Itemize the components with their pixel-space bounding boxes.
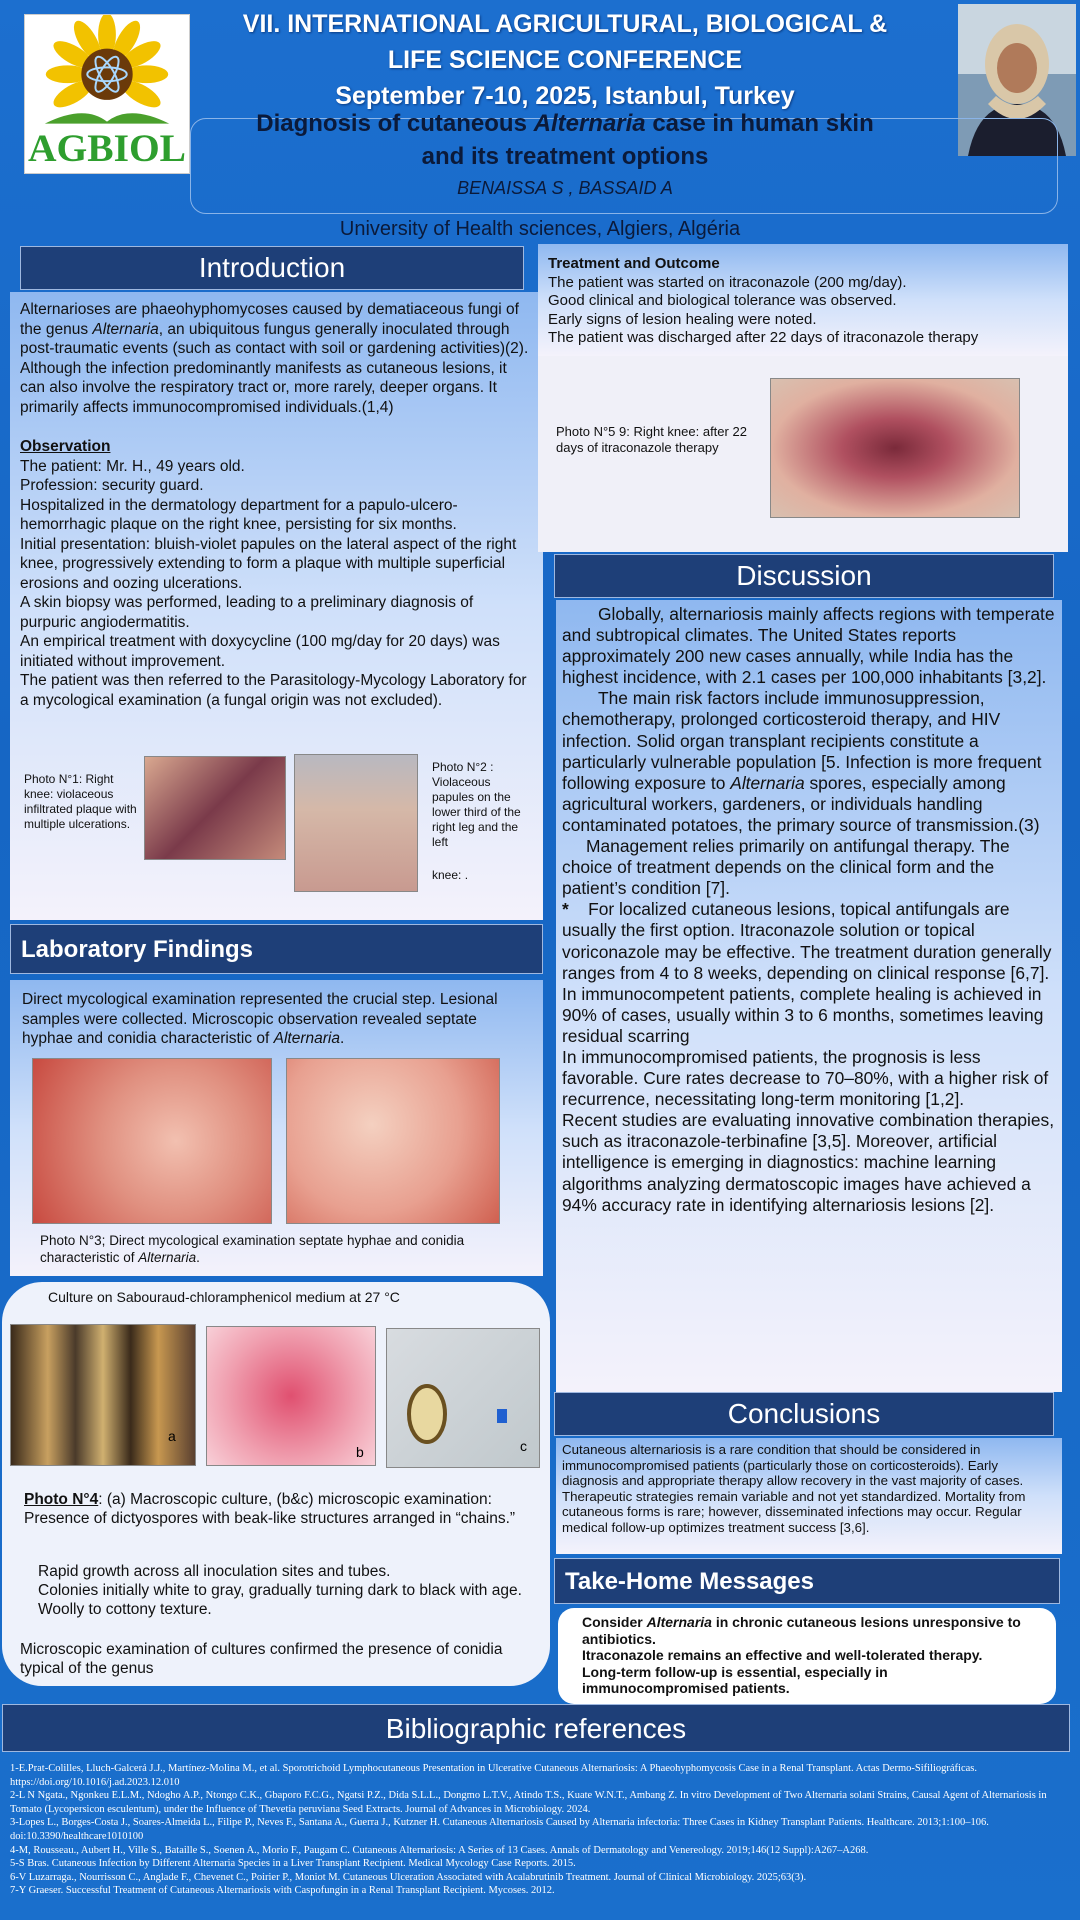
photo4c-microscopy <box>386 1328 540 1468</box>
photo2-caption: Photo N°2 : Violaceous papules on the lower third of the right leg and the left <box>432 760 521 849</box>
photo2-legs <box>294 754 418 892</box>
photo4a-culture-tubes <box>10 1324 196 1466</box>
takehome-message-3: Long-term follow-up is essential, especially in immunocompromised patients. <box>582 1663 888 1696</box>
label-b: b <box>356 1444 364 1460</box>
text: For localized cutaneous lesions, topical antifungals are usually the first option. Itraconazole solution or topical voriconazole may be effective. The treatment duration generally ranges from 4 to 8 weeks, depending on clinical response [6,7]. <box>562 899 1052 983</box>
lab-heading: Laboratory Findings <box>10 924 543 974</box>
genus: Alternaria <box>646 1614 712 1630</box>
photo1-knee-plaque <box>144 756 286 860</box>
reference-item: 4-M, Rousseau., Aubert H., Ville S., Bataille S., Soenen A., Morio F., Paugam C. Cutaneous Alternariosis: A Series of 13 Cases. Annals of Dermatology and Venereology. 2019;146(12 Suppl):A267–A268. <box>10 1844 869 1856</box>
culture-bullets <box>38 1562 538 1619</box>
culture-bullet: Woolly to cottony texture. <box>38 1601 212 1618</box>
observation-title: Observation <box>20 438 111 455</box>
observation-lines <box>20 457 533 711</box>
text: : (a) Macroscopic culture, (b&c) microscopic examination: Presence of dictyospores with beak-like structures arranged in “chains.” <box>24 1491 516 1527</box>
text: The main risk factors include immunosuppression, chemotherapy, prolonged corticosteroid therapy, and HIV infection. Solid organ transplant recipients constitute a particularly vulnerable population [5. Infection is more frequent following exposure to <box>562 688 1042 793</box>
discussion-heading: Discussion <box>554 554 1054 598</box>
discussion-p6: In immunocompromised patients, the prognosis is less favorable. Cure rates decrease to 70–80%, with a higher risk of recurrence, necessitating long-term monitoring [1,2]. <box>562 1046 1049 1110</box>
photo5-caption: Photo N°5 9: Right knee: after 22 days of itraconazole therapy <box>556 424 747 455</box>
culture-title: Culture on Sabouraud-chloramphenicol medium at 27 °C <box>48 1289 400 1305</box>
observation-line: Profession: security guard. <box>20 477 204 494</box>
conference-line-1: VII. INTERNATIONAL AGRICULTURAL, BIOLOGICAL & <box>242 10 888 38</box>
treatment-lines <box>548 274 1058 348</box>
photo5-knee-after-treatment <box>770 378 1020 518</box>
takehome-box <box>558 1608 1056 1704</box>
conference-line-2: LIFE SCIENCE CONFERENCE <box>387 46 743 74</box>
observation-line: Initial presentation: bluish-violet papules on the lateral aspect of the right knee, progressively extending to form a plaque with multiple superficial erosions and oozing ulcerations. <box>20 535 517 592</box>
reference-item: 7-Y Graeser. Successful Treatment of Cutaneous Alternariosis with Caspofungin in a Renal Transplant Recipient. Mycoses. 2012. <box>10 1885 555 1897</box>
discussion-box <box>556 600 1062 1392</box>
reference-item: 6-V Luzarraga., Nourrisson C., Anglade F., Chevenet C., Poirier P., Moniot M. Cutaneous Ulceration Associated with Acalabrutinib Treatment. Journal of Clinical Microbiology. 2025;63(3). <box>10 1871 807 1883</box>
genus: Alternaria <box>92 320 159 338</box>
text: Direct mycological examination represented the crucial step. Lesional samples were collected. Microscopic observation revealed septate hyphae and conidia characteristic of <box>22 991 498 1047</box>
title-part: case in human skin <box>645 110 874 137</box>
text: . <box>196 1250 200 1265</box>
title-genus: Alternaria <box>533 110 646 137</box>
takehome-message-1 <box>582 1614 1032 1647</box>
discussion-p4 <box>562 899 1056 983</box>
discussion-p3: Management relies primarily on antifungal therapy. The choice of treatment depends on the clinical form and the patient’s condition [7]. <box>562 836 1010 899</box>
treatment-line: The patient was started on itraconazole (200 mg/day). <box>548 273 907 291</box>
text: Consider <box>582 1614 647 1630</box>
poster-title-line-2: and its treatment options <box>421 143 709 170</box>
photo3-caption <box>40 1232 510 1266</box>
observation-line: An empirical treatment with doxycycline (100 mg/day for 20 days) was initiated without improvement. <box>20 633 500 670</box>
conclusions-text: Cutaneous alternariosis is a rare condition that should be considered in immunocompromised patients (particularly those on corticosteroids). Early diagnosis and appropriate therapy allow recovery in the vast majority of cases. Therapeutic strategies remain variable and not yet standardized. Mortality from cutaneous forms is rare; however, disseminated infections may occur. Regular medical follow-up optimizes treatment success [3,6]. <box>562 1442 1026 1535</box>
text: Photo N°3; Direct mycological examination septate hyphae and conidia characteristic of <box>40 1233 465 1265</box>
text: Alternarioses are phaeohyphomycoses caused by dematiaceous fungi of the genus <box>20 301 519 338</box>
conclusions-box <box>556 1438 1062 1554</box>
references-list <box>10 1762 1068 1898</box>
introduction-heading: Introduction <box>20 246 524 290</box>
label-c: c <box>520 1438 527 1454</box>
label-a: a <box>168 1428 176 1444</box>
treatment-line: The patient was discharged after 22 days of itraconazole therapy <box>548 329 979 346</box>
conference-dates: September 7-10, 2025, Istanbul, Turkey <box>335 82 795 110</box>
discussion-p7: Recent studies are evaluating innovative combination therapies, such as itraconazole-terbinafine [3,5]. Moreover, artificial intelligence is emerging in diagnostics: machine learning algorithms analyzing dermatoscopic images have achieved a 94% accuracy rate in identifying alternariosis lesions [2]. <box>562 1110 1055 1215</box>
text: . <box>339 1030 345 1047</box>
dictyospore-drawing <box>387 1329 541 1469</box>
intro-paragraph <box>20 300 533 417</box>
photo4b-microscopy <box>206 1326 376 1466</box>
references-heading: Bibliographic references <box>2 1704 1070 1752</box>
treatment-line: Good clinical and biological tolerance was observed. <box>548 292 897 309</box>
photo3-microscopy-1 <box>32 1058 272 1224</box>
photo3-microscopy-2 <box>286 1058 500 1224</box>
photo4-caption <box>24 1490 524 1528</box>
conclusions-heading: Conclusions <box>554 1392 1054 1436</box>
genus: Alternaria <box>138 1250 197 1265</box>
observation-line: Hospitalized in the dermatology department for a papulo-ulcero-hemorrhagic plaque on the right knee, persisting for six months. <box>20 496 458 533</box>
genus: Alternaria <box>273 1030 340 1047</box>
treatment-title: Treatment and Outcome <box>548 255 720 272</box>
reference-item: 5-S Bras. Cutaneous Infection by Different Alternaria Species in a Liver Transplant Recipient. Medical Mycology Case Reports. 2015. <box>10 1858 576 1870</box>
poster-title-line-1 <box>165 110 965 138</box>
text: in chronic cutaneous lesions unresponsive to antibiotics. <box>582 1614 1021 1647</box>
photo2-caption-end: knee: . <box>432 868 469 882</box>
lab-text <box>22 990 531 1049</box>
asterisk: * <box>562 899 569 920</box>
culture-conclusion: Microscopic examination of cultures confirmed the presence of conidia typical of the genus <box>20 1641 503 1677</box>
treatment-box <box>538 244 1068 356</box>
observation-line: The patient was then referred to the Parasitology-Mycology Laboratory for a mycological examination (a fungal origin was not excluded). <box>20 672 527 709</box>
photo4-title: Photo N°4 <box>24 1491 99 1508</box>
treatment-line: Early signs of lesion healing were noted. <box>548 310 817 328</box>
logo-text: AGBIOL <box>27 126 187 171</box>
text: spores, especially among agricultural workers, gardeners, or individuals handling contaminated potatoes, the primary source of transmission.(3) <box>562 772 1040 835</box>
observation-line: A skin biopsy was performed, leading to a preliminary diagnosis of purpuric angiodermatitis. <box>20 594 474 631</box>
photo1-caption: Photo N°1: Right knee: violaceous infiltrated plaque with multiple ulcerations. <box>24 772 137 831</box>
discussion-p5: In immunocompetent patients, complete healing is achieved in 90% of cases, usually within 3 to 6 months, sometimes leaving residual scarring <box>562 983 1044 1046</box>
discussion-p2 <box>562 688 1056 836</box>
text: , an ubiquitous fungus generally inoculated through post-traumatic events (such as contact with soil or gardening activities)(2). Although the infection predominantly manifests as cutaneous lesions, it can also involve the respiratory tract or, more rarely, deeper organs. It primarily affects immunocompromised individuals.(1,4) <box>20 320 529 416</box>
reference-item: 2-L N Ngata., Ngonkeu E.L.M., Ndogho A.P., Ntongo C.K., Gbaporo F.C.G., Ngatsi P.Z., Dida S.L.L., Dongmo L.T.V., Atindo T.S., Kuate W.N.T., Ambang Z. In vitro Development of Two Alternaria solani Strains, Causal Agent of Alternariosis in Tomato (Lycopersicon esculentum), under the Influence of Thevetia peruviana Seed Extracts. Journal of Advances in Microbiology. 2024. <box>10 1790 1047 1815</box>
culture-bullet: Colonies initially white to gray, gradually turning dark to black with age. <box>38 1582 522 1599</box>
university: University of Health sciences, Algiers, Algéria <box>339 218 741 240</box>
authors: BENAISSA S , BASSAID A <box>457 178 673 198</box>
discussion-p1: Globally, alternariosis mainly affects regions with temperate and subtropical climates. The United States reports approximately 200 new cases annually, while India has the highest incidence, with 2.1 cases per 100,000 inhabitants [3,2]. <box>562 604 1055 688</box>
takehome-heading: Take-Home Messages <box>554 1558 1060 1604</box>
title-part: Diagnosis of cutaneous <box>256 110 534 137</box>
reference-item: 3-Lopes L., Borges-Costa J., Soares-Almeida L., Filipe P., Neves F., Santana A., Guerra J., Kutzner H. Cutaneous Alternariosis Caused by Alternaria infectoria: Three Cases in Kidney Transplant Patients. Healthcare. 2013;1:100–106. doi:10.3390/healthcare1010100 <box>10 1817 989 1842</box>
observation-line: The patient: Mr. H., 49 years old. <box>20 457 245 475</box>
genus: Alternaria <box>730 772 805 793</box>
culture-bullet: Rapid growth across all inoculation sites and tubes. <box>38 1563 391 1580</box>
takehome-message-2: Itraconazole remains an effective and well-tolerated therapy. <box>582 1647 983 1663</box>
reference-item: 1-E.Prat-Colilles, Lluch-Galcerá J.J., Martínez-Molina M., et al. Sporotrichoid Lymphocutaneous Presentation in Ulcerative Cutaneous Alternariosis: A Phaeohyphomycosis Case in a Renal Transplant. Actas Dermo-Sifiliográficas. https://doi.org/10.1016/j.ad.2023.12.010 <box>10 1763 977 1788</box>
